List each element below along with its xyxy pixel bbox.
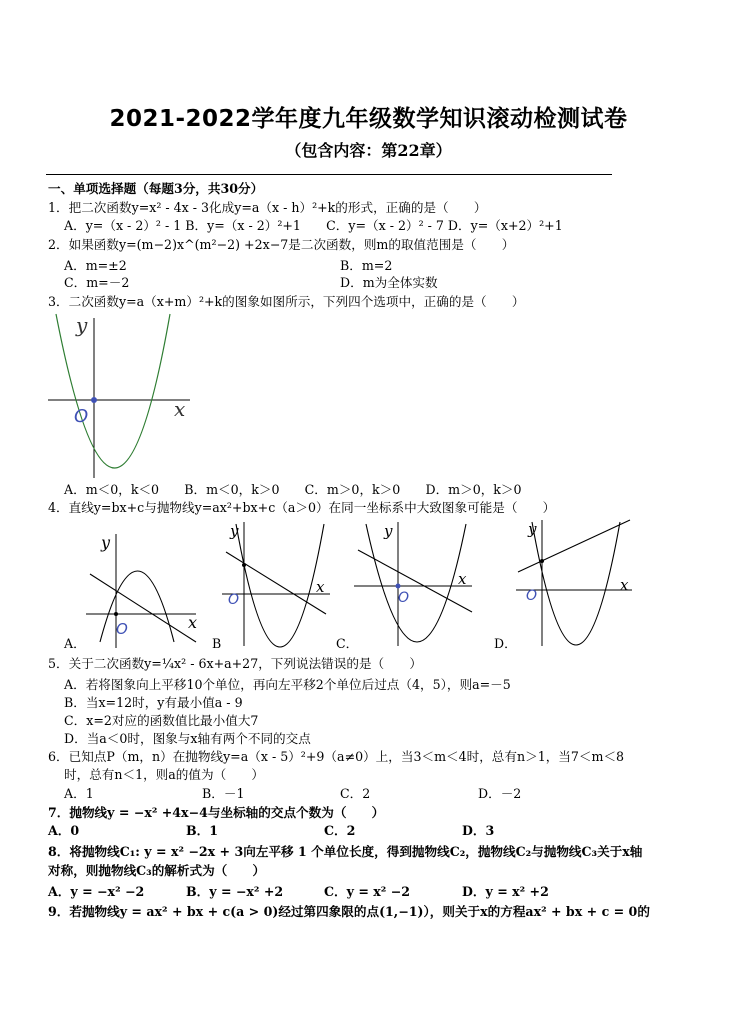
- q4-label-d: D．: [494, 636, 517, 651]
- q8-stem-line1: 8．将抛物线C₁: y = x² −2x + 3向左平移 1 个单位长度，得到抛物线C₂，抛物线C₂与抛物线C₃关于x轴: [48, 844, 643, 859]
- q4b-y-label: y: [230, 522, 239, 540]
- q8-option-d: D．y = x² +2: [462, 884, 549, 899]
- q4-graph-d: [516, 518, 636, 648]
- q7-option-d: D．3: [462, 823, 495, 838]
- q5-stem: 5．关于二次函数y=¼x² - 6x+a+27，下列说法错误的是（ ）: [48, 656, 422, 671]
- q3-origin-dot: [91, 397, 97, 403]
- q4b-line: [226, 552, 326, 614]
- q7-option-a: A．0: [48, 823, 80, 838]
- q3-options: A．m＜0，k＜0 B．m＜0，k＞0 C．m＞0，k＞0 D．m＞0，k＞0: [64, 482, 522, 497]
- q3-parabola: [56, 314, 170, 468]
- q4b-x-label: x: [316, 578, 325, 596]
- q4a-y-label: y: [101, 533, 111, 552]
- q4-stem: 4．直线y=bx+c与抛物线y=ax²+bx+c（a＞0）在同一坐标系中大致图象可能是（ ）: [48, 500, 556, 515]
- q3-x-label: x: [174, 397, 186, 421]
- section-heading: 一、单项选择题（每题3分，共30分）: [48, 181, 264, 196]
- q4d-parabola: [532, 522, 620, 645]
- title-divider: [46, 174, 612, 175]
- q4c-x-label: x: [458, 570, 467, 588]
- q5-option-b: B．当x=12时，y有最小值a - 9: [64, 695, 243, 710]
- q9-stem: 9．若抛物线y = ax² + bx + c(a > 0)经过第四象限的点(1,−1)），则关于x的方程ax² + bx + c = 0的: [48, 904, 650, 919]
- q4c-y-label: y: [384, 522, 393, 540]
- q5-option-c: C．x=2对应的函数值比最小值大7: [64, 713, 259, 728]
- q2-stem: 2．如果函数y=(m−2)x^(m²−2) +2x−7是二次函数，则m的取值范围是（ ）: [48, 237, 515, 252]
- q4a-x-label: x: [188, 613, 198, 632]
- q6-stem-line2: 时，总有n＜1，则a的值为（ ）: [64, 767, 264, 782]
- q4c-origin-label: O: [398, 590, 410, 606]
- q6-option-c: C．2: [340, 786, 371, 801]
- q3-stem: 3．二次函数y=a（x+m）²+k的图象如图所示，下列四个选项中，正确的是（ ）: [48, 294, 525, 309]
- q5-option-a: A．若将图象向上平移10个单位，再向左平移2个单位后过点（4，5），则a=－5: [64, 677, 511, 692]
- q3-graph: [46, 312, 196, 480]
- q4a-parabola: [100, 571, 174, 642]
- q4a-origin-label: O: [116, 620, 128, 638]
- q8-option-b: B．y = −x² +2: [186, 884, 284, 899]
- q6-option-d: D．－2: [478, 786, 522, 801]
- q4d-origin-label: O: [526, 588, 538, 604]
- q4c-line: [358, 550, 472, 612]
- q1-options: A．y=（x - 2）² - 1 B．y=（x - 2）²+1 C．y=（x - 2）² - 7 D．y=（x+2）²+1: [64, 218, 563, 233]
- page-title: 2021-2022学年度九年级数学知识滚动检测试卷: [109, 106, 628, 132]
- q4-graph-c: [354, 520, 476, 648]
- q7-option-b: B．1: [186, 823, 219, 838]
- q8-option-c: C．y = x² −2: [324, 884, 410, 899]
- q6-option-b: B．－1: [202, 786, 245, 801]
- q5-option-d: D．当a＜0时，图象与x轴有两个不同的交点: [64, 731, 311, 746]
- q4c-parabola: [366, 524, 466, 642]
- q2-option-a: A．m=±2: [64, 258, 127, 273]
- q6-stem-line1: 6．已知点P（m，n）在抛物线y=a（x - 5）²+9（a≠0）上，当3＜m＜4时，总有n＞1，当7＜m＜8: [48, 749, 625, 764]
- q4-graph-b: [222, 520, 334, 648]
- q2-option-d: D．m为全体实数: [340, 275, 438, 290]
- q3-y-label: y: [76, 313, 88, 337]
- q2-option-b: B．m=2: [340, 258, 393, 273]
- q4a-line: [90, 574, 196, 642]
- q2-option-c: C．m=－2: [64, 275, 130, 290]
- q4d-y-label: y: [528, 520, 537, 538]
- q1-stem: 1．把二次函数y=x² - 4x - 3化成y=a（x - h）²+k的形式，正确的是（ ）: [48, 200, 487, 215]
- q4-label-b: B: [212, 636, 222, 651]
- page-subtitle: （包含内容：第22章）: [285, 141, 452, 160]
- q7-option-c: C．2: [324, 823, 356, 838]
- q8-option-a: A．y = −x² −2: [48, 884, 145, 899]
- q4-label-a: A．: [64, 636, 86, 651]
- q8-stem-line2: 对称，则抛物线C₃的解析式为（ ）: [48, 863, 266, 878]
- q3-origin-label: O: [74, 406, 89, 427]
- q4-label-c: C．: [336, 636, 359, 651]
- q4b-origin-label: O: [228, 592, 240, 608]
- q7-stem: 7．抛物线y = −x² +4x−4与坐标轴的交点个数为（ ）: [48, 805, 385, 820]
- q4-graph-a: [86, 530, 206, 648]
- q6-option-a: A．1: [64, 786, 94, 801]
- q4d-x-label: x: [620, 576, 629, 594]
